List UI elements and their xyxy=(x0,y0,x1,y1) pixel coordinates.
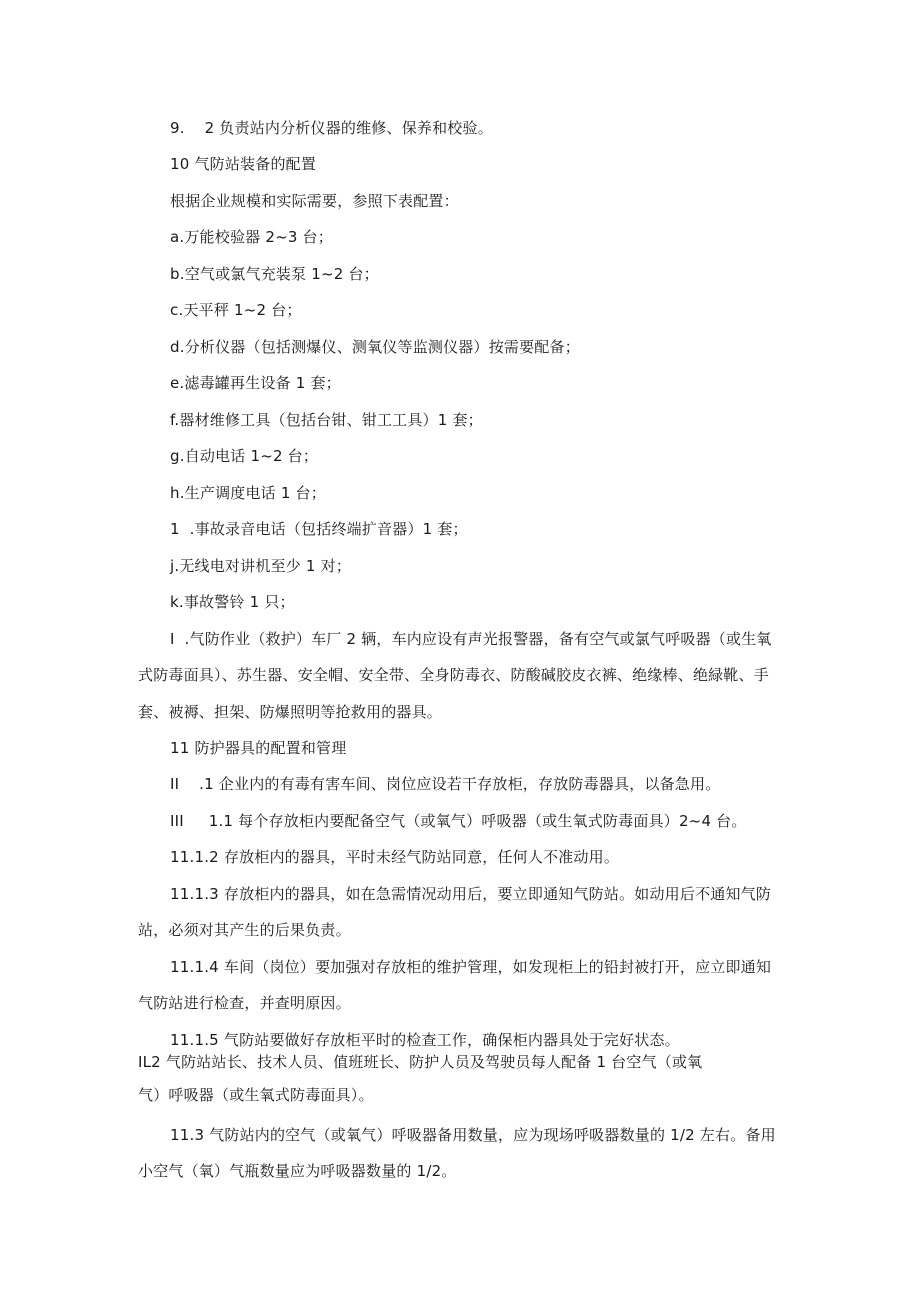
text-line-11-2: IL2 气防站站长、技术人员、值班班长、防护人员及驾驶员每人配备 1 台空气（或氧 xyxy=(138,1053,703,1071)
heading-section-11: 11 防护器具的配置和管理 xyxy=(170,739,347,757)
list-item-e: e.滤毒罐再生设备 1 套； xyxy=(170,374,341,392)
text-line-11-1-1: III 1.1 每个存放柜内要配备空气（或氧气）呼吸器（或生氧式防毒面具）2~4 台。 xyxy=(170,812,747,830)
list-item-l: I .气防作业（救护）车厂 2 辆，车内应设有声光报警器，备有空气或氯气呼吸器（或生氧 xyxy=(170,630,772,648)
list-item-j: j.无线电对讲机至少 1 对； xyxy=(170,557,352,575)
list-item-k: k.事故警铃 1 只； xyxy=(170,593,295,611)
text-line-11-1-2: 11.1.2 存放柜内的器具，平时未经气防站同意，任何人不准动用。 xyxy=(170,848,620,866)
list-item-c: c.天平秤 1~2 台； xyxy=(170,301,302,319)
list-item-i: 1 .事故录音电话（包括终端扩音器）1 套； xyxy=(170,520,468,538)
list-item-l-cont-1: 式防毒面具）、苏生器、安全帽、安全带、全身防毒衣、防酸碱胶皮衣裤、绝缘棒、绝緑靴、手 xyxy=(138,666,769,684)
list-item-d: d.分析仪器（包括测爆仪、测氧仪等监测仪器）按需要配备； xyxy=(170,338,580,356)
text-line-11-1: II .1 企业内的有毒有害车间、岗位应设若干存放柜，存放防毒器具，以备急用。 xyxy=(170,775,721,793)
text-line-11-1-5: 11.1.5 气防站要做好存放柜平时的检查工作，确保柜内器具处于完好状态。 xyxy=(170,1031,680,1049)
list-item-a: a.万能校验器 2~3 台； xyxy=(170,228,333,246)
text-line-11-1-4-cont: 气防站进行检查，并查明原因。 xyxy=(138,994,351,1012)
text-line-intro: 根据企业规模和实际需要，参照下表配置： xyxy=(170,192,459,210)
list-item-h: h.生产调度电话 1 台； xyxy=(170,484,326,502)
text-line-11-3: 11.3 气防站内的空气（或氧气）呼吸器备用数量，应为现场呼吸器数量的 1/2 左右。备用 xyxy=(170,1126,776,1144)
list-item-g: g.自动电话 1~2 台； xyxy=(170,447,319,465)
heading-section-10: 10 气防站装备的配置 xyxy=(170,155,317,173)
text-line-11-1-3-cont: 站，必须对其产生的后果负责。 xyxy=(138,921,351,939)
list-item-b: b.空气或氯气充装泵 1~2 台； xyxy=(170,265,379,283)
text-line-9-2: 9. 2 负责站内分析仪器的维修、保养和校验。 xyxy=(170,119,493,137)
text-line-11-1-3: 11.1.3 存放柜内的器具，如在急需情况动用后，要立即通知气防站。如动用后不通知气防 xyxy=(170,885,772,903)
text-line-11-2-cont: 气）呼吸器（或生氧式防毒面具）。 xyxy=(138,1086,374,1104)
text-line-11-1-4: 11.1.4 车间（岗位）要加强对存放柜的维护管理，如发现柜上的铅封被打开，应立即通知 xyxy=(170,958,772,976)
text-line-11-3-cont: 小空气（氧）气瓶数量应为呼吸器数量的 1/2。 xyxy=(138,1162,457,1180)
list-item-l-cont-2: 套、被褥、担架、防爆照明等抢救用的器具。 xyxy=(138,703,443,721)
list-item-f: f.器材维修工具（包括台钳、钳工工具）1 套； xyxy=(170,411,483,429)
